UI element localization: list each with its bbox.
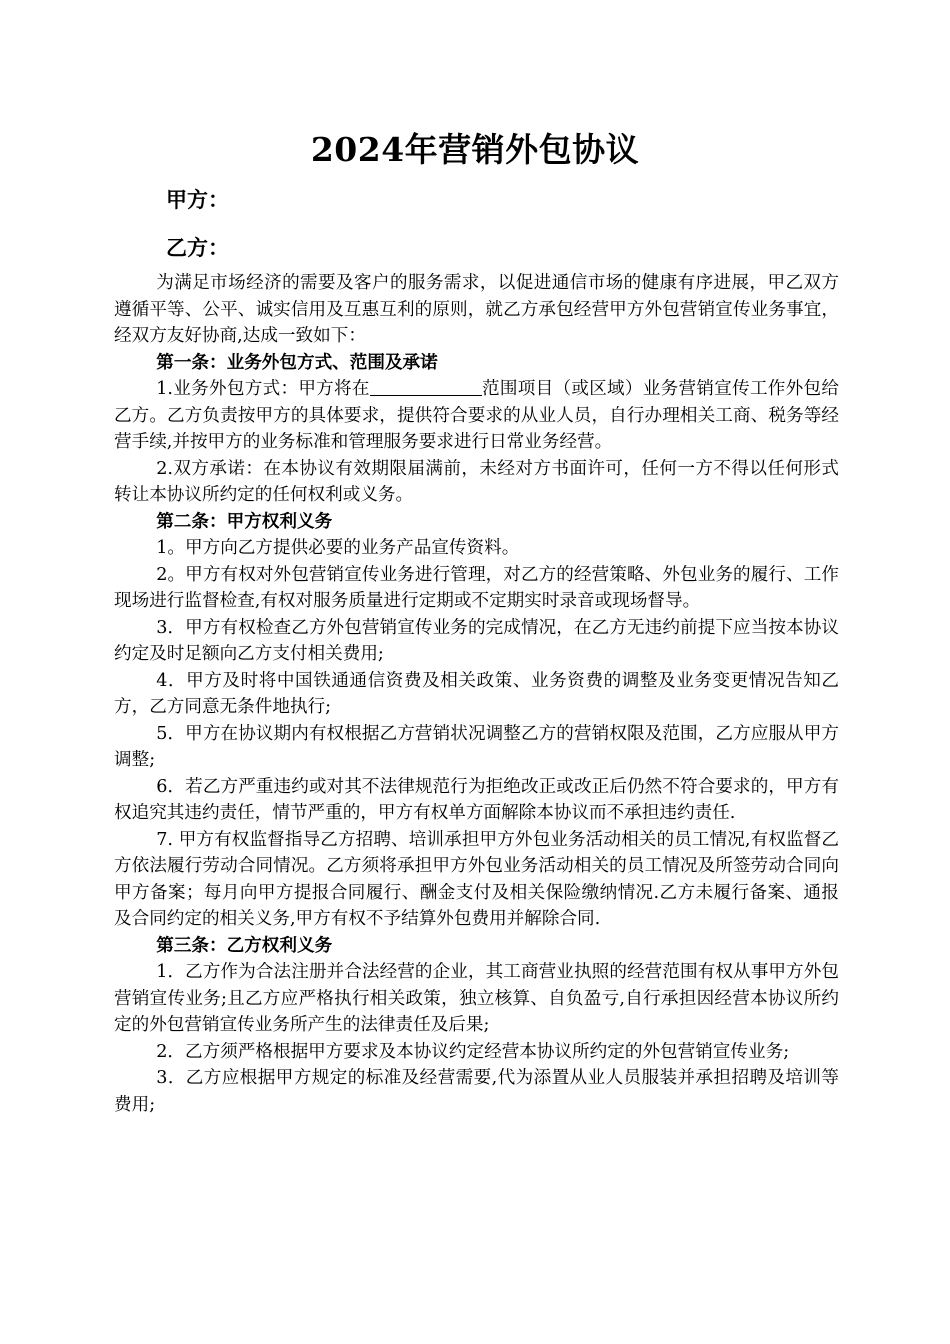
article1-item1 <box>114 376 839 456</box>
article1-item2: 2.双方承诺：在本协议有效期限届满前，未经对方书面许可，任何一方不得以任何形式转让本协议所约定的任何权利或义务。 <box>114 458 839 505</box>
article2-item: 7. 甲方有权监督指导乙方招聘、培训承担甲方外包业务活动相关的员工情况,有权监督乙方依法履行劳动合同情况。乙方须将承担甲方外包业务活动相关的员工情况及所签劳动合同向甲方备案；每月向甲方提报合同履行、酬金支付及相关保险缴纳情况.乙方未履行备案、通报及合同约定的相关义务,甲方有权不予结算外包费用并解除合同. <box>114 829 839 929</box>
article2-heading: 第二条：甲方权利义务 <box>156 510 333 532</box>
article1-heading: 第一条：业务外包方式、范围及承诺 <box>156 351 438 373</box>
document-title: 2024年营销外包协议 <box>310 130 640 169</box>
article2-item: 2。甲方有权对外包营销宣传业务进行管理，对乙方的经营策略、外包业务的履行、工作现场进行监督检查,有权对服务质量进行定期或不定期实时录音或现场督导。 <box>114 564 839 611</box>
article2-item: 1。甲方向乙方提供必要的业务产品宣传资料。 <box>156 538 520 558</box>
article2-item: 4．甲方及时将中国铁通通信资费及相关政策、业务资费的调整及业务变更情况告知乙方，乙方同意无条件地执行; <box>114 670 839 717</box>
fill-in-blank <box>370 377 482 396</box>
article2-item: 5．甲方在协议期内有权根据乙方营销状况调整乙方的营销权限及范围，乙方应服从甲方调整; <box>114 723 839 770</box>
party-a-label: 甲方： <box>166 187 229 212</box>
document-body <box>114 270 839 1118</box>
article2-item: 3．甲方有权检查乙方外包营销宣传业务的完成情况，在乙方无违约前提下应当按本协议约定及时足额向乙方支付相关费用; <box>114 617 839 664</box>
article1-item1-before: 1.业务外包方式：甲方将在 <box>156 379 370 399</box>
article2-item: 6．若乙方严重违约或对其不法律规范行为拒绝改正或改正后仍然不符合要求的，甲方有权追究其违约责任，情节严重的，甲方有权单方面解除本协议而不承担违约责任. <box>114 776 839 823</box>
article3-item: 3．乙方应根据甲方规定的标准及经营需要,代为添置从业人员服装并承担招聘及培训等费用; <box>114 1068 839 1115</box>
article3-heading: 第三条：乙方权利义务 <box>156 934 333 956</box>
article3-item: 2．乙方须严格根据甲方要求及本协议约定经营本协议所约定的外包营销宣传业务; <box>156 1041 790 1062</box>
party-b-label: 乙方： <box>166 235 229 260</box>
intro-paragraph: 为满足市场经济的需要及客户的服务需求，以促进通信市场的健康有序进展，甲乙双方遵循平等、公平、诚实信用及互惠互利的原则，就乙方承包经营甲方外包营销宣传业务事宜，经双方友好协商,达成一致如下： <box>114 273 839 346</box>
article3-item: 1．乙方作为合法注册并合法经营的企业，其工商营业执照的经营范围有权从事甲方外包营销宣传业务;且乙方应严格执行相关政策，独立核算、自负盈亏,自行承担因经营本协议所约定的外包营销宣传业务所产生的法律责任及后果; <box>114 962 839 1035</box>
article1-item1-after: 范围项目（或区域）业务营销宣传工作外包给乙方。乙方负责按甲方的具体要求，提供符合要求的从业人员，自行办理相关工商、税务等经营手续,并按甲方的业务标准和管理服务要求进行日常业务经营。 <box>114 379 839 452</box>
